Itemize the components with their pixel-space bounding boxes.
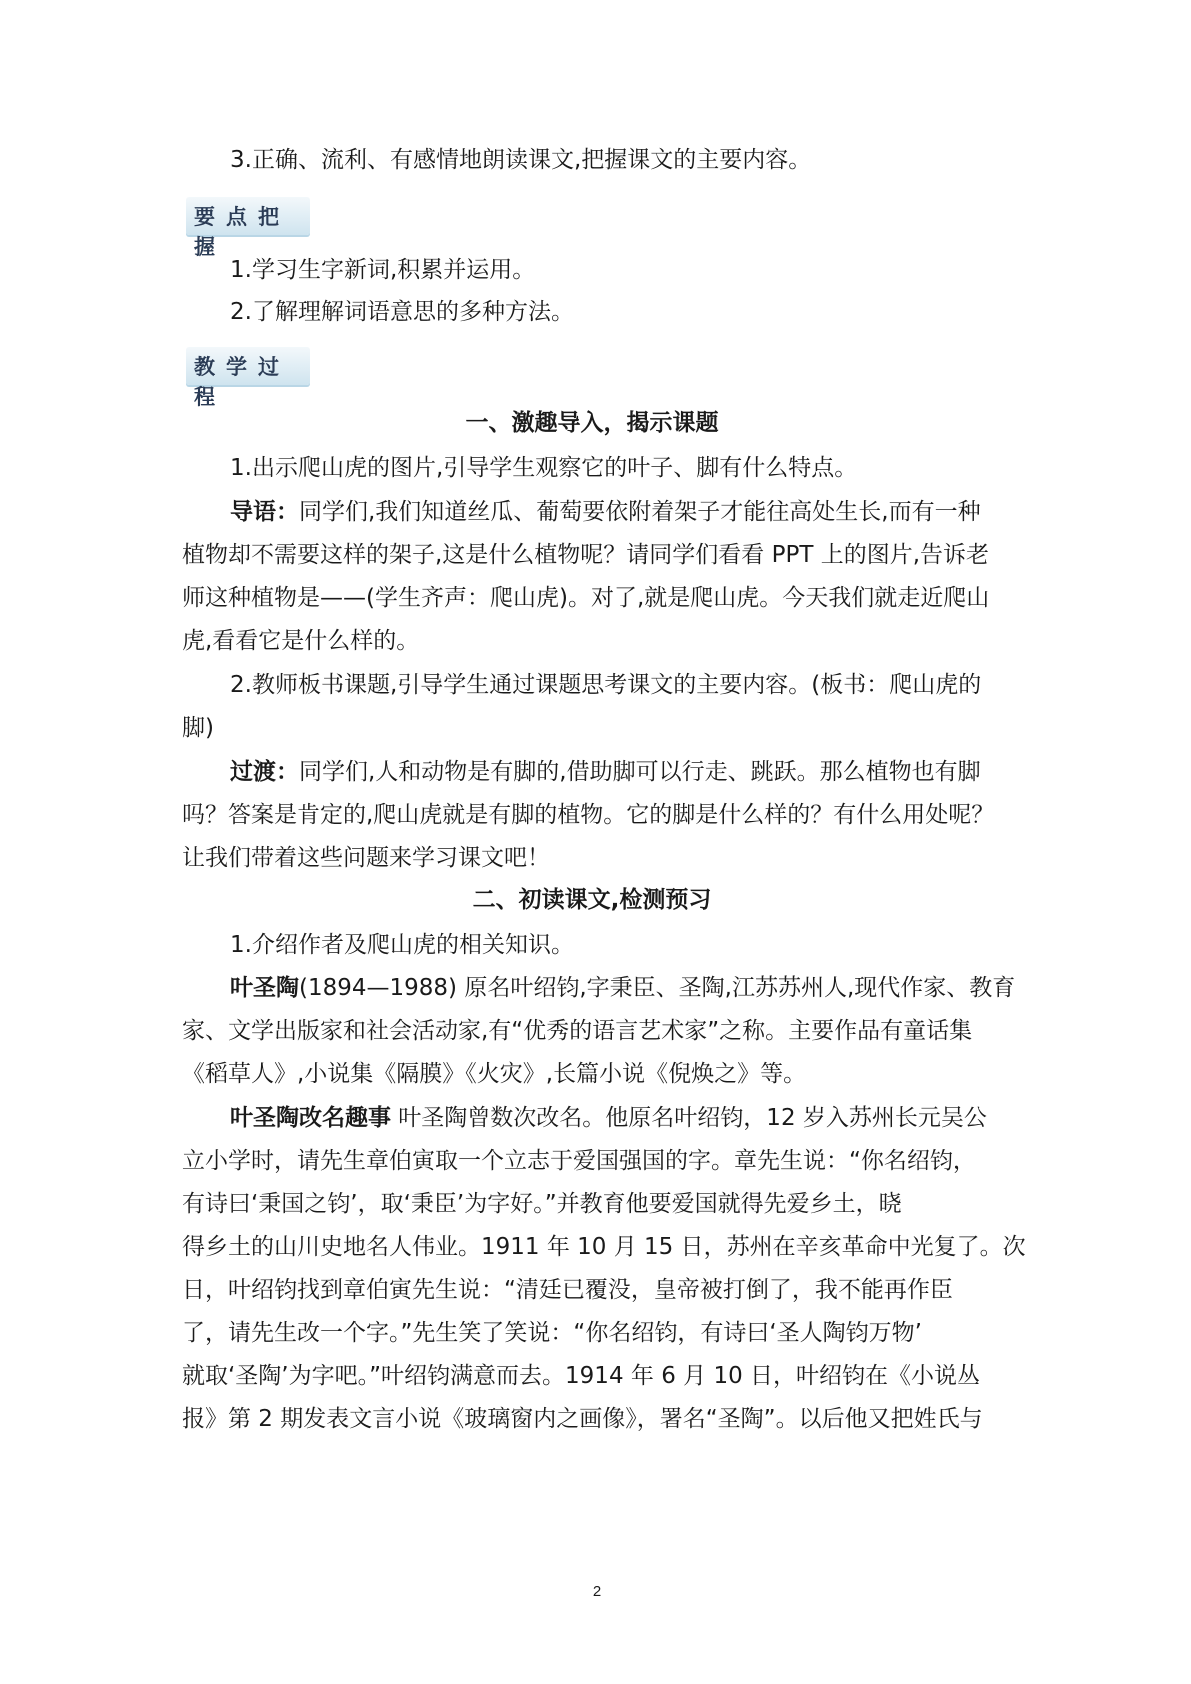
intro-paragraph-line-3: 师这种植物是——(学生齐声：爬山虎)。对了,就是爬山虎。今天我们就走近爬山 xyxy=(182,585,990,611)
key-points-badge-label: 要点把握 xyxy=(194,205,290,259)
page-number: 2 xyxy=(592,1583,602,1600)
intro-paragraph-line-1 xyxy=(230,497,981,527)
section-1-item-2-line-2: 脚) xyxy=(182,715,214,741)
transition-text: 同学们,人和动物是有脚的,借助脚可以行走、跳跃。那么植物也有脚 xyxy=(299,759,981,785)
intro-label: 导语： xyxy=(230,499,299,525)
author-paragraph-line-3: 《稻草人》,小说集《隔膜》《火灾》,长篇小说《倪焕之》等。 xyxy=(182,1061,807,1087)
story-paragraph-line-3: 有诗曰‘秉国之钧’，取‘秉臣’为字好。”并教育他要爱国就得先爱乡土，晓 xyxy=(182,1191,902,1217)
teaching-process-badge xyxy=(186,347,310,409)
section-1-item-2-line-1: 2.教师板书课题,引导学生通过课题思考课文的主要内容。(板书：爬山虎的 xyxy=(230,672,982,698)
author-text: (1894—1988) 原名叶绍钧,字秉臣、圣陶,江苏苏州人,现代作家、教育 xyxy=(299,975,1016,1001)
key-points-badge xyxy=(186,197,310,259)
story-paragraph-line-5: 日，叶绍钧找到章伯寅先生说：“清廷已覆没，皇帝被打倒了，我不能再作臣 xyxy=(182,1277,953,1303)
author-paragraph-line-1 xyxy=(230,973,1015,1003)
section-2-item-1: 1.介绍作者及爬山虎的相关知识。 xyxy=(230,932,574,958)
story-paragraph-line-2: 立小学时，请先生章伯寅取一个立志于爱国强国的字。章先生说：“你名绍钧， xyxy=(182,1148,976,1174)
intro-text: 同学们,我们知道丝瓜、葡萄要依附着架子才能往高处生长,而有一种 xyxy=(299,499,981,525)
intro-paragraph-line-2: 植物却不需要这样的架子,这是什么植物呢？请同学们看看 PPT 上的图片,告诉老 xyxy=(182,542,990,568)
transition-paragraph-line-1 xyxy=(230,757,981,787)
story-paragraph-line-4: 得乡土的山川史地名人伟业。1911 年 10 月 15 日，苏州在辛亥革命中光复了。次 xyxy=(182,1234,1026,1260)
transition-paragraph-line-3: 让我们带着这些问题来学习课文吧！ xyxy=(182,845,550,871)
story-paragraph-line-1 xyxy=(230,1103,987,1133)
story-paragraph-line-8: 报》第 2 期发表文言小说《玻璃窗内之画像》，署名“圣陶”。以后他又把姓氏与 xyxy=(182,1406,983,1432)
section-2-title: 二、初读课文,检测预习 xyxy=(472,887,712,913)
transition-paragraph-line-2: 吗？答案是肯定的,爬山虎就是有脚的植物。它的脚是什么样的？有什么用处呢？ xyxy=(182,802,995,828)
objective-item-3: 3.正确、流利、有感情地朗读课文,把握课文的主要内容。 xyxy=(230,147,812,173)
author-paragraph-line-2: 家、文学出版家和社会活动家,有“优秀的语言艺术家”之称。主要作品有童话集 xyxy=(182,1018,973,1044)
story-text: 叶圣陶曾数次改名。他原名叶绍钧，12 岁入苏州长元吴公 xyxy=(391,1105,987,1131)
intro-paragraph-line-4: 虎,看看它是什么样的。 xyxy=(182,628,420,654)
section-1-title: 一、激趣导入，揭示课题 xyxy=(465,410,719,436)
author-label: 叶圣陶 xyxy=(230,975,299,1001)
story-label: 叶圣陶改名趣事 xyxy=(230,1105,391,1131)
story-paragraph-line-6: 了，请先生改一个字。”先生笑了笑说：“你名绍钧，有诗曰‘圣人陶钧万物’ xyxy=(182,1320,922,1346)
transition-label: 过渡： xyxy=(230,759,299,785)
key-point-item-2: 2.了解理解词语意思的多种方法。 xyxy=(230,299,574,325)
section-1-item-1: 1.出示爬山虎的图片,引导学生观察它的叶子、脚有什么特点。 xyxy=(230,455,858,481)
key-point-item-1: 1.学习生字新词,积累并运用。 xyxy=(230,257,536,283)
teaching-process-badge-label: 教学过程 xyxy=(194,355,290,409)
story-paragraph-line-7: 就取‘圣陶’为字吧。”叶绍钧满意而去。1914 年 6 月 10 日，叶绍钧在《小说丛 xyxy=(182,1363,981,1389)
